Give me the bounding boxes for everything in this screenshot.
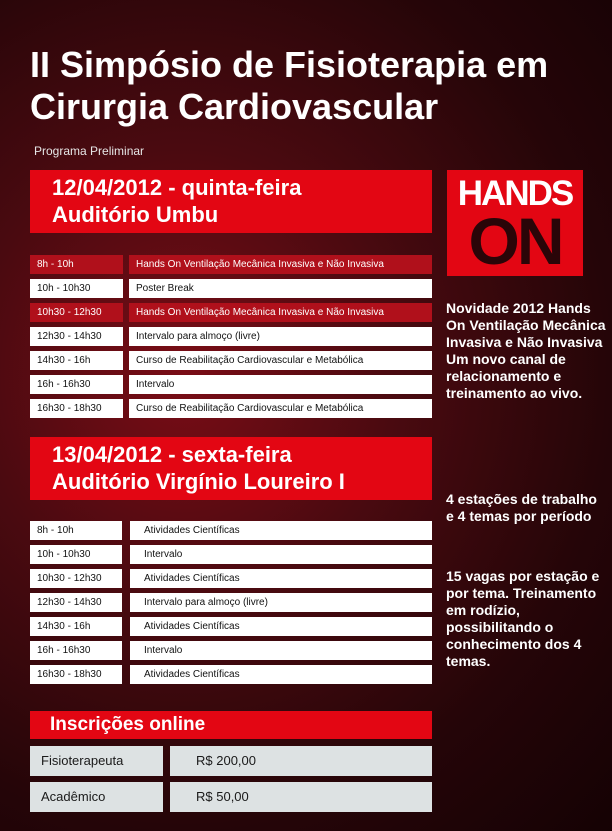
day1-row-time: 14h30 - 16h — [30, 351, 123, 370]
day2-venue: Auditório Virgínio Loureiro I — [52, 469, 345, 494]
page-subtitle: Programa Preliminar — [34, 144, 145, 158]
day1-row-activity: Intervalo — [129, 375, 432, 394]
day2-row — [30, 641, 432, 660]
day1-row-time: 10h30 - 12h30 — [30, 303, 123, 322]
day2-date: 13/04/2012 - sexta-feira — [52, 442, 292, 467]
price-value: R$ 200,00 — [170, 746, 432, 776]
day1-row-activity: Curso de Reabilitação Cardiovascular e Metabólica — [129, 351, 432, 370]
day2-row-activity: Intervalo — [130, 545, 432, 564]
day1-row — [30, 327, 432, 346]
day1-row — [30, 279, 432, 298]
sidebar-paragraph-estacoes: 4 estações de trabalho e 4 temas por período — [446, 491, 597, 524]
day1-date: 12/04/2012 - quinta-feira — [52, 175, 302, 200]
price-category: Fisioterapeuta — [30, 746, 163, 776]
day2-row-activity: Atividades Científicas — [130, 617, 432, 636]
day2-row — [30, 569, 432, 588]
day2-row-time: 10h - 10h30 — [30, 545, 122, 564]
price-row — [30, 782, 432, 812]
price-row — [30, 746, 432, 776]
day1-row — [30, 351, 432, 370]
logo-word-hands: HANDS — [457, 174, 573, 213]
day1-row-time: 10h - 10h30 — [30, 279, 123, 298]
day1-row-time: 12h30 - 14h30 — [30, 327, 123, 346]
day1-row-activity: Curso de Reabilitação Cardiovascular e Metabólica — [129, 399, 432, 418]
day1-row — [30, 399, 432, 418]
day2-row — [30, 521, 432, 540]
day2-row — [30, 617, 432, 636]
day1-row-activity: Intervalo para almoço (livre) — [129, 327, 432, 346]
day1-row — [30, 303, 432, 322]
day1-header — [30, 170, 432, 233]
logo-word-on: ON — [468, 204, 562, 276]
day2-row-time: 12h30 - 14h30 — [30, 593, 122, 612]
day1-row-time: 8h - 10h — [30, 255, 123, 274]
day1-row-activity: Hands On Ventilação Mecânica Invasiva e Não Invasiva — [129, 303, 432, 322]
day1-row — [30, 375, 432, 394]
day1-row-activity: Hands On Ventilação Mecânica Invasiva e Não Invasiva — [129, 255, 432, 274]
day2-row-activity: Atividades Científicas — [130, 521, 432, 540]
day2-row — [30, 665, 432, 684]
day2-row-activity: Intervalo para almoço (livre) — [130, 593, 432, 612]
day2-row-time: 14h30 - 16h — [30, 617, 122, 636]
day1-row-time: 16h30 - 18h30 — [30, 399, 123, 418]
price-category: Acadêmico — [30, 782, 163, 812]
day2-row — [30, 545, 432, 564]
price-value: R$ 50,00 — [170, 782, 432, 812]
sidebar-paragraph-novidade: Novidade 2012 Hands On Ventilação Mecânica Invasiva e Não Invasiva Um novo canal de relacionamento e treinamento ao vivo. — [446, 300, 606, 401]
day1-row-time: 16h - 16h30 — [30, 375, 123, 394]
day2-row-time: 8h - 10h — [30, 521, 122, 540]
day1-row — [30, 255, 432, 274]
day2-header — [30, 437, 432, 500]
registration-header: Inscrições online — [30, 711, 432, 739]
page-title: II Simpósio de Fisioterapia em Cirurgia Cardiovascular — [30, 44, 549, 127]
day2-row-time: 10h30 - 12h30 — [30, 569, 122, 588]
day1-row-activity: Poster Break — [129, 279, 432, 298]
day2-row-time: 16h - 16h30 — [30, 641, 122, 660]
day2-row-activity: Intervalo — [130, 641, 432, 660]
sidebar-paragraph-vagas: 15 vagas por estação e por tema. Treinamento em rodízio, possibilitando o conhecimento dos 4 temas. — [446, 568, 600, 669]
day2-row-activity: Atividades Científicas — [130, 665, 432, 684]
day2-row — [30, 593, 432, 612]
day2-row-activity: Atividades Científicas — [130, 569, 432, 588]
hands-on-logo — [447, 170, 583, 276]
day2-row-time: 16h30 - 18h30 — [30, 665, 122, 684]
day1-venue: Auditório Umbu — [52, 202, 219, 227]
